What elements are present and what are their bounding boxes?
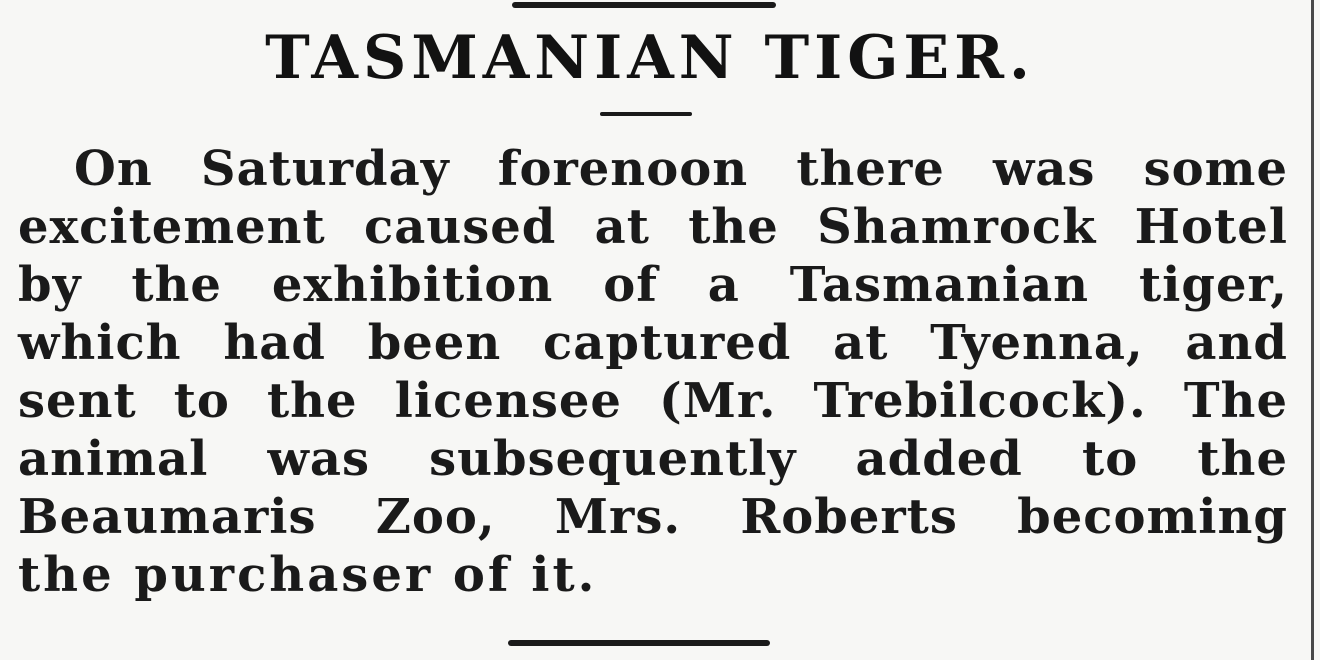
article-line-6: animal was subsequently added to the (18, 431, 1288, 487)
article-line-8: the purchaser of it. (18, 547, 598, 603)
top-divider-rule (512, 2, 776, 8)
article-line-1: On Saturday forenoon there was some (74, 141, 1288, 197)
article-line-2: excitement caused at the Shamrock Hotel (18, 199, 1288, 255)
headline-divider-rule (600, 112, 692, 116)
article-line-3: by the exhibition of a Tasmanian tiger, (18, 257, 1288, 313)
article-body (18, 140, 1288, 604)
article-line-5: sent to the licensee (Mr. Trebilcock). The (18, 373, 1288, 429)
article-headline: TASMANIAN TIGER. (265, 23, 1035, 93)
bottom-divider-rule (508, 640, 770, 646)
article-line-4: which had been captured at Tyenna, and (18, 315, 1288, 371)
article-line-7: Beaumaris Zoo, Mrs. Roberts becoming (18, 489, 1288, 545)
column-edge-rule (1311, 0, 1314, 660)
